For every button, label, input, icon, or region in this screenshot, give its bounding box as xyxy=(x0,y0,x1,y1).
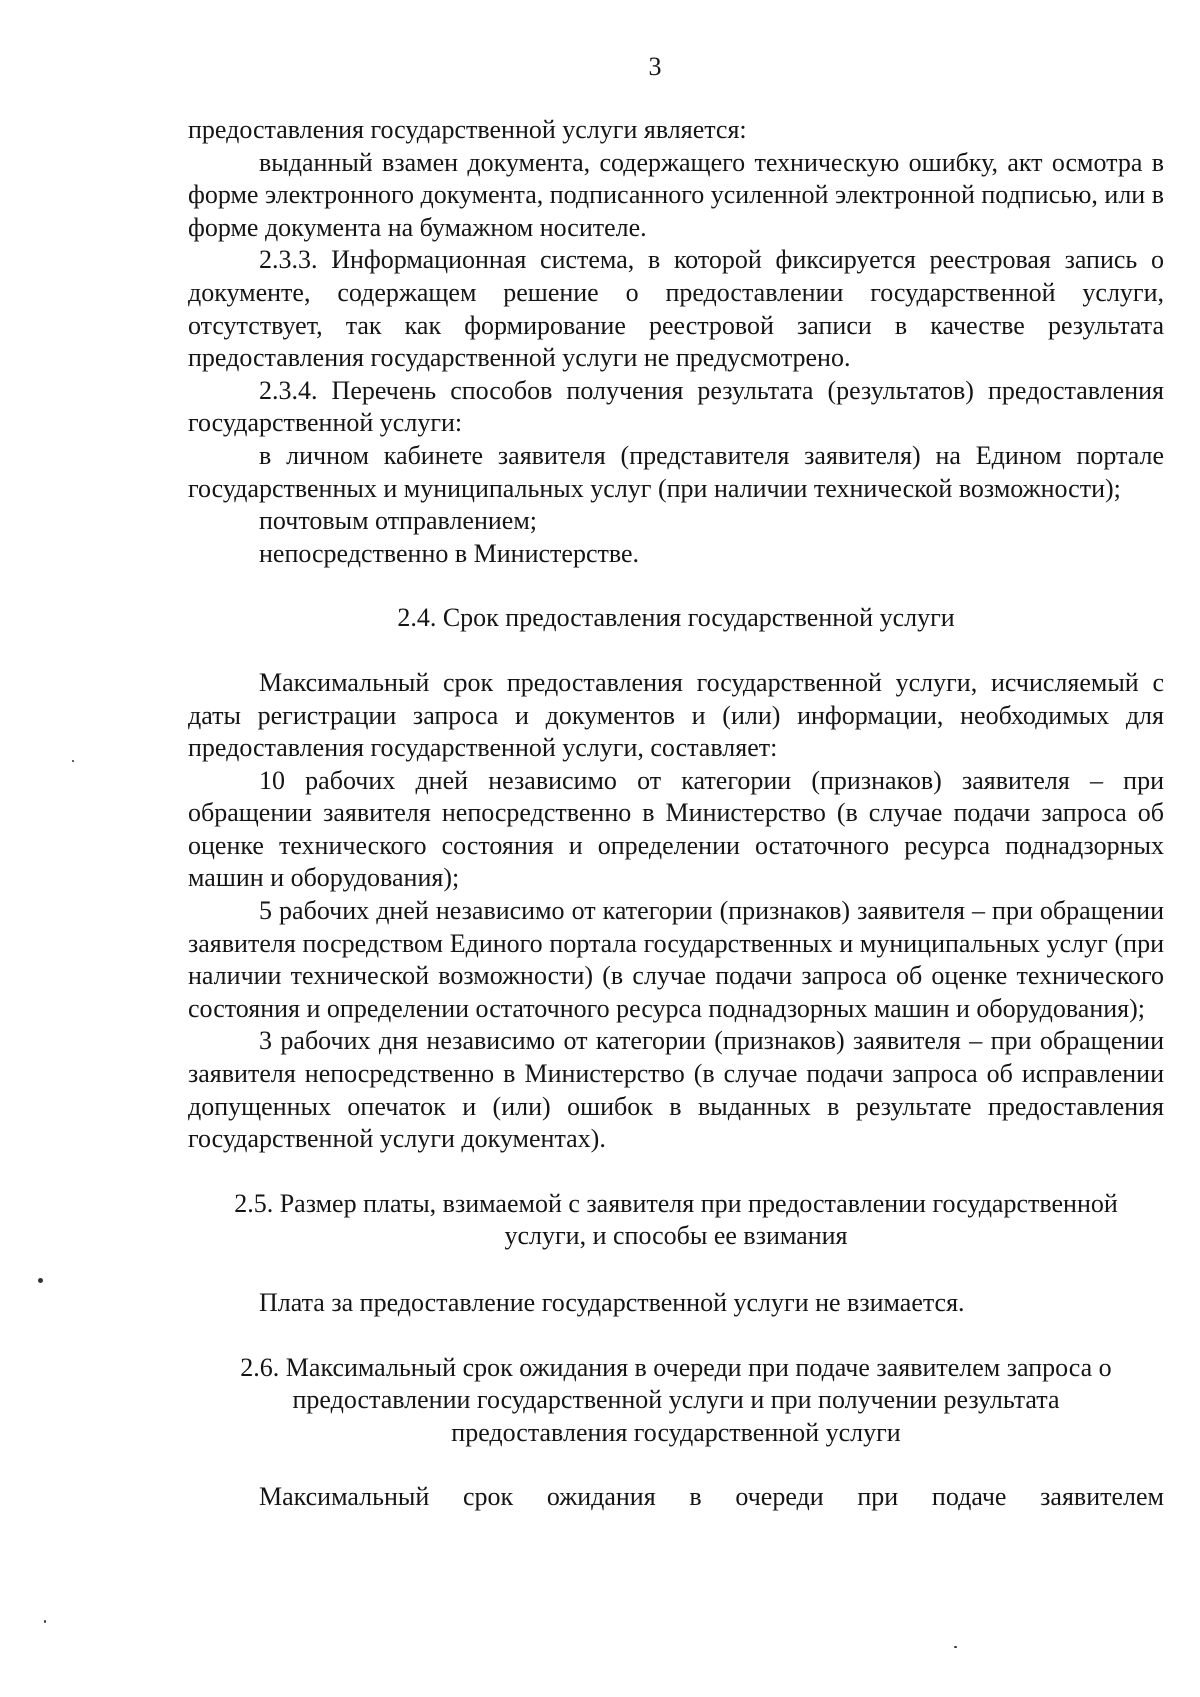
section-heading-2-6-line1: 2.6. Максимальный срок ожидания в очереди при подаче заявителем запроса о xyxy=(240,1352,1112,1382)
paragraph-personal-cabinet: в личном кабинете заявителя (представителя заявителя) на Едином портале государственных и муниципальных услуг (при наличии технической возможности); xyxy=(188,440,1164,503)
paragraph-replacement-act: выданный взамен документа, содержащего техническую ошибку, акт осмотра в форме электронного документа, подписанного усиленной электронной подписью, или в форме документа на бумажном носителе. xyxy=(188,147,1164,242)
paragraph-2-3-4: 2.3.4. Перечень способов получения результата (результатов) предоставления государственной услуги: xyxy=(188,375,1164,438)
scan-speck xyxy=(38,1278,43,1283)
paragraph-10-days: 10 рабочих дней независимо от категории (признаков) заявителя – при обращении заявителя непосредственно в Министерство (в случае подачи запроса об оценке технического состояния и определении остаточного ресурса поднадзорных машин и оборудования); xyxy=(188,765,1164,893)
document-body xyxy=(188,114,1164,1514)
paragraph-5-days: 5 рабочих дней независимо от категории (признаков) заявителя – при обращении заявителя посредством Единого портала государственных и муниципальных услуг (при наличии технической возможности) (в случае подачи запроса об оценке технического состояния и определении остаточного ресурса поднадзорных машин и оборудования); xyxy=(188,896,1164,1023)
section-heading-2-4: 2.4. Срок предоставления государственной услуги xyxy=(397,603,955,633)
paragraph-3-days: 3 рабочих дня независимо от категории (признаков) заявителя – при обращении заявителя непосредственно в Министерство (в случае подачи запроса об исправлении допущенных опечаток и (или) ошибок в выданных в результате предоставления государственной услуги документах). xyxy=(188,1026,1164,1154)
paragraph-max-term: Максимальный срок предоставления государственной услуги, исчисляемый с даты регистрации запроса и документов и (или) информации, необходимых для предоставления государственной услуги, составляет: xyxy=(188,667,1164,763)
section-heading-2-6-line2: предоставлении государственной услуги и при получении результата xyxy=(292,1385,1060,1415)
scan-speck xyxy=(44,1620,46,1623)
section-heading-2-6-line3: предоставления государственной услуги xyxy=(451,1417,901,1447)
paragraph-no-fee: Плата за предоставление государственной услуги не взимается. xyxy=(259,1288,965,1317)
section-heading-2-6 xyxy=(188,1352,1164,1450)
paragraph-result-continued: предоставления государственной услуги является: xyxy=(188,115,747,144)
scan-speck xyxy=(72,760,74,762)
paragraph-ministry: непосредственно в Министерстве. xyxy=(259,538,640,568)
paragraph-postal: почтовым отправлением; xyxy=(259,506,538,536)
section-heading-2-5-line2: услуги, и способы ее взимания xyxy=(504,1221,848,1251)
paragraph-queue-wait: Максимальный срок ожидания в очереди при подаче заявителем xyxy=(259,1482,1164,1512)
paragraph-2-3-3: 2.3.3. Информационная система, в которой фиксируется реестровая запись о документе, содержащем решение о предоставлении государственной услуги, отсутствует, так как формирование реестровой записи в качестве результата предоставления государственной услуги не предусмотрено. xyxy=(188,245,1164,373)
page-number: 3 xyxy=(648,52,662,81)
section-heading-2-5 xyxy=(188,1188,1164,1253)
scan-speck xyxy=(954,1646,957,1648)
section-heading-2-5-line1: 2.5. Размер платы, взимаемой с заявителя при предоставлении государственной xyxy=(234,1188,1118,1218)
